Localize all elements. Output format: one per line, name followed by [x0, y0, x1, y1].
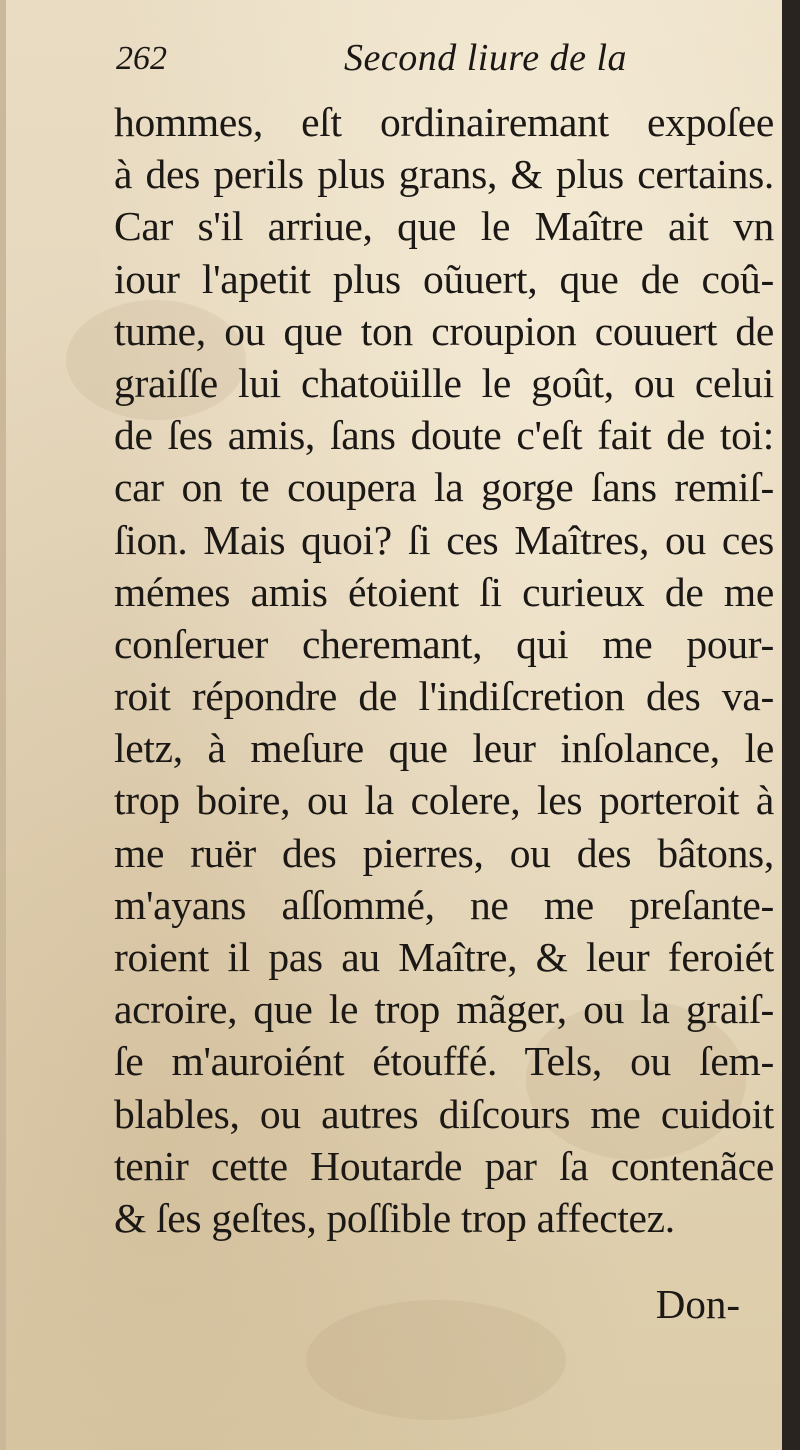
text-line: letz, à meſure que leur inſolance, le	[114, 725, 774, 772]
running-title: Second liure de la	[344, 37, 628, 79]
text-line: tenir cette Houtarde par ſa contenãce	[114, 1142, 774, 1189]
text-line: trop boire, ou la colere, les porteroit à	[114, 777, 774, 824]
text-line: ſion. Mais quoi? ſi ces Maîtres, ou ces	[114, 516, 774, 563]
page-number: 262	[116, 40, 167, 77]
text-line: hommes, eſt ordinairemant expoſee	[114, 99, 774, 145]
text-line: acroire, que le trop mãger, ou la graiſ-	[114, 986, 774, 1033]
text-block	[114, 96, 774, 1244]
text-line: me ruër des pierres, ou des bâtons,	[114, 829, 774, 876]
running-head	[6, 36, 782, 86]
text-line: blables, ou autres diſcours me cuidoit	[114, 1090, 774, 1137]
text-line: mémes amis étoient ſi curieux de me	[114, 568, 774, 615]
text-line: Car s'il arriue, que le Maître ait vn	[114, 203, 774, 250]
text-line: de ſes amis, ſans doute c'eſt fait de toi:	[114, 412, 774, 459]
text-line: conſeruer cheremant, qui me pour-	[114, 620, 774, 667]
catchword: Don-	[655, 1281, 740, 1327]
text-line: graiſſe lui chatoüille le goût, ou celui	[114, 359, 774, 406]
text-line: car on te coupera la gorge ſans remiſ-	[114, 464, 774, 511]
text-line: ſe m'auroiént étouffé. Tels, ou ſem-	[114, 1038, 774, 1085]
text-line: iour l'apetit plus oũuert, que de coû-	[114, 255, 774, 302]
text-line: tume, ou que ton croupion couuert de	[114, 307, 774, 354]
text-line: & ſes geſtes, poſſible trop affectez.	[114, 1194, 675, 1241]
text-line: m'ayans aſſommé, ne me preſante-	[114, 881, 774, 928]
text-line: roit répondre de l'indiſcretion des va-	[114, 673, 774, 720]
paper-stain	[306, 1300, 566, 1420]
text-line: à des perils plus grans, & plus certains.	[114, 151, 774, 198]
text-line: roient il pas au Maître, & leur feroiét	[114, 934, 774, 980]
